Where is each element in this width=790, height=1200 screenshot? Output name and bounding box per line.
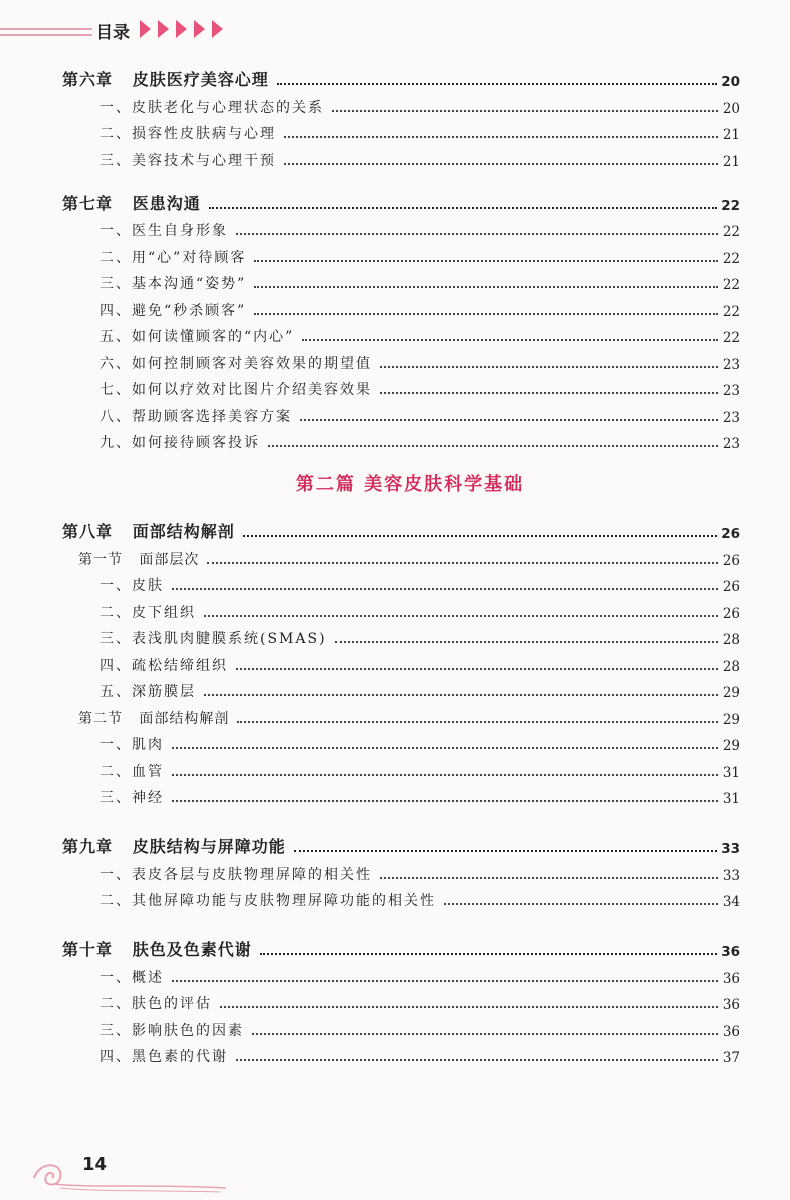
header-rule-lines	[0, 28, 92, 40]
dot-leader	[172, 800, 718, 802]
toc-page-number: 37	[722, 1050, 740, 1066]
toc-item-row[interactable]	[62, 648, 740, 675]
dot-leader	[237, 721, 718, 723]
toc-page-number: 26	[722, 579, 740, 595]
toc-page-number: 29	[722, 738, 740, 754]
toc-page-number: 28	[722, 658, 740, 675]
toc-entry-label: 第八章 面部结构解剖	[62, 522, 235, 541]
toc-page-number: 31	[722, 791, 740, 807]
toc-item-row[interactable]	[62, 781, 740, 808]
dot-leader	[300, 419, 718, 421]
header-arrow-icons	[140, 20, 223, 38]
toc-item-row[interactable]	[62, 320, 740, 347]
dot-leader	[380, 877, 718, 879]
toc-entry-label: 第六章 皮肤医疗美容心理	[62, 70, 269, 89]
toc-page-number: 22	[721, 197, 740, 214]
toc-item-row[interactable]	[62, 214, 740, 241]
dot-leader	[332, 110, 718, 112]
toc-item-row[interactable]	[62, 569, 740, 596]
toc-page-number: 23	[722, 436, 740, 452]
toc-chapter-row[interactable]	[62, 932, 740, 960]
dot-leader	[284, 163, 718, 165]
toc-item-row[interactable]	[62, 754, 740, 781]
toc-entry-label: 一、皮肤	[100, 578, 164, 594]
toc-page-number: 33	[721, 841, 740, 857]
toc-page-number: 28	[722, 632, 740, 648]
toc-entry-label: 三、美容技术与心理干预	[100, 152, 276, 169]
dot-leader	[380, 366, 718, 368]
toc-page-number: 29	[722, 711, 740, 728]
dot-leader	[294, 850, 717, 852]
triangle-right-icon	[176, 20, 187, 38]
toc-entry-label: 二、血管	[100, 763, 164, 780]
toc-entry-label: 五、如何读懂顾客的“内心”	[100, 329, 295, 345]
toc-item-row[interactable]	[62, 595, 740, 622]
toc-entry-label: 二、损容性皮肤病与心理	[100, 126, 276, 142]
toc-chapter-row[interactable]	[62, 186, 740, 214]
toc-page-number: 36	[722, 997, 740, 1013]
toc-entry-label: 六、如何控制顾客对美容效果的期望值	[100, 355, 372, 372]
dot-leader	[172, 774, 718, 776]
dot-leader	[204, 694, 718, 696]
toc-section-row[interactable]	[62, 542, 740, 569]
toc-entry-label: 一、医生自身形象	[100, 223, 228, 239]
toc-entry-label: 八、帮助顾客选择美容方案	[100, 408, 292, 425]
toc-chapter-row[interactable]	[62, 62, 740, 90]
toc-item-row[interactable]	[62, 675, 740, 702]
dot-leader	[380, 392, 718, 394]
toc-page-number: 21	[722, 153, 740, 170]
toc-item-row[interactable]	[62, 1040, 740, 1067]
toc-spacer	[62, 807, 740, 829]
toc-entry-label: 二、肤色的评估	[100, 996, 212, 1012]
toc-page-number: 21	[722, 127, 740, 143]
triangle-right-icon	[212, 20, 223, 38]
dot-leader	[236, 1059, 718, 1061]
toc-item-row[interactable]	[62, 987, 740, 1014]
toc-entry-label: 第一节 面部层次	[78, 551, 200, 568]
dot-leader	[268, 445, 718, 447]
table-of-contents	[62, 62, 740, 1066]
toc-item-row[interactable]	[62, 90, 740, 117]
toc-item-row[interactable]	[62, 426, 740, 453]
toc-page-number: 36	[721, 944, 740, 960]
toc-item-row[interactable]	[62, 857, 740, 884]
toc-entry-label: 三、表浅肌肉腱膜系统(SMAS)	[100, 631, 327, 647]
toc-page-number: 22	[722, 303, 740, 320]
toc-item-row[interactable]	[62, 884, 740, 911]
dot-leader	[172, 588, 718, 590]
toc-item-row[interactable]	[62, 267, 740, 294]
toc-item-row[interactable]	[62, 1013, 740, 1040]
toc-entry-label: 第七章 医患沟通	[62, 193, 201, 213]
toc-page-number: 31	[722, 764, 740, 781]
toc-entry-label: 第二节 面部结构解剖	[78, 710, 230, 727]
toc-page-number: 23	[722, 356, 740, 373]
triangle-right-icon	[194, 20, 205, 38]
dot-leader	[220, 1006, 718, 1008]
triangle-right-icon	[140, 20, 151, 38]
toc-section-row[interactable]	[62, 701, 740, 728]
dot-leader	[254, 286, 718, 288]
toc-entry-label: 四、避免“秒杀顾客”	[100, 302, 247, 319]
toc-item-row[interactable]	[62, 346, 740, 373]
dot-leader	[284, 136, 718, 138]
dot-leader	[172, 747, 718, 749]
toc-entry-label: 一、肌肉	[100, 737, 164, 753]
toc-chapter-row[interactable]	[62, 829, 740, 857]
toc-page-number: 20	[722, 100, 740, 117]
toc-item-row[interactable]	[62, 143, 740, 170]
part-title: 第二篇 美容皮肤科学基础	[295, 474, 525, 495]
toc-page-number: 22	[722, 224, 740, 240]
dot-leader	[204, 615, 718, 617]
toc-page-number: 26	[722, 605, 740, 622]
toc-page-number: 34	[722, 894, 740, 910]
toc-spacer	[62, 170, 740, 186]
toc-item-row[interactable]	[62, 399, 740, 426]
toc-page-number: 22	[722, 330, 740, 346]
toc-entry-label: 九、如何接待顾客投诉	[100, 435, 260, 451]
toc-page-number: 23	[722, 409, 740, 426]
toc-item-row[interactable]	[62, 240, 740, 267]
toc-entry-label: 一、皮肤老化与心理状态的关系	[100, 99, 324, 116]
dot-leader	[260, 953, 717, 955]
dot-leader	[172, 980, 718, 982]
triangle-right-icon	[158, 20, 169, 38]
toc-item-row[interactable]	[62, 373, 740, 400]
toc-page-number: 22	[722, 250, 740, 267]
toc-entry-label: 二、皮下组织	[100, 604, 196, 621]
toc-entry-label: 二、其他屏障功能与皮肤物理屏障功能的相关性	[100, 893, 436, 909]
dot-leader	[236, 233, 718, 235]
dot-leader	[243, 535, 717, 537]
dot-leader	[277, 83, 717, 85]
dot-leader	[252, 1033, 718, 1035]
dot-leader	[254, 313, 718, 315]
toc-entry-label: 五、深筋膜层	[100, 684, 196, 700]
toc-page-number: 26	[721, 526, 740, 542]
toc-item-row[interactable]	[62, 293, 740, 320]
toc-page-number: 29	[722, 685, 740, 701]
toc-entry-label: 第九章 皮肤结构与屏障功能	[62, 837, 286, 856]
header-title: 目录	[96, 23, 130, 43]
toc-entry-label: 第十章 肤色及色素代谢	[62, 940, 252, 959]
toc-entry-label: 二、用“心”对待顾客	[100, 249, 247, 266]
toc-entry-label: 三、基本沟通“姿势”	[100, 276, 247, 292]
toc-page-number: 23	[722, 383, 740, 399]
toc-page-number: 22	[722, 277, 740, 293]
toc-entry-label: 四、黑色素的代谢	[100, 1049, 228, 1065]
toc-entry-label: 一、概述	[100, 969, 164, 986]
toc-entry-label: 三、神经	[100, 790, 164, 806]
toc-chapter-row[interactable]	[62, 514, 740, 542]
dot-leader	[302, 339, 718, 341]
toc-spacer	[62, 910, 740, 932]
toc-item-row[interactable]	[62, 960, 740, 987]
dot-leader	[254, 260, 718, 262]
toc-entry-label: 七、如何以疗效对比图片介绍美容效果	[100, 382, 372, 398]
toc-page-number: 36	[722, 1023, 740, 1040]
toc-entry-label: 四、疏松结缔组织	[100, 657, 228, 674]
page-footer	[30, 1148, 230, 1198]
toc-page-number: 36	[722, 970, 740, 987]
toc-page-number: 20	[721, 74, 740, 90]
toc-item-row[interactable]	[62, 622, 740, 649]
toc-entry-label: 三、影响肤色的因素	[100, 1022, 244, 1039]
dot-leader	[207, 562, 718, 564]
dot-leader	[444, 903, 718, 905]
dot-leader	[236, 668, 718, 670]
dot-leader	[209, 207, 717, 209]
toc-item-row[interactable]	[62, 117, 740, 144]
toc-entry-label: 一、表皮各层与皮肤物理屏障的相关性	[100, 866, 372, 883]
swirl-ornament-icon	[30, 1148, 230, 1194]
toc-page-number: 26	[722, 552, 740, 569]
dot-leader	[335, 641, 718, 643]
toc-page-number: 33	[722, 867, 740, 884]
page-number: 14	[82, 1154, 108, 1175]
page-header	[0, 14, 790, 48]
toc-item-row[interactable]	[62, 728, 740, 755]
